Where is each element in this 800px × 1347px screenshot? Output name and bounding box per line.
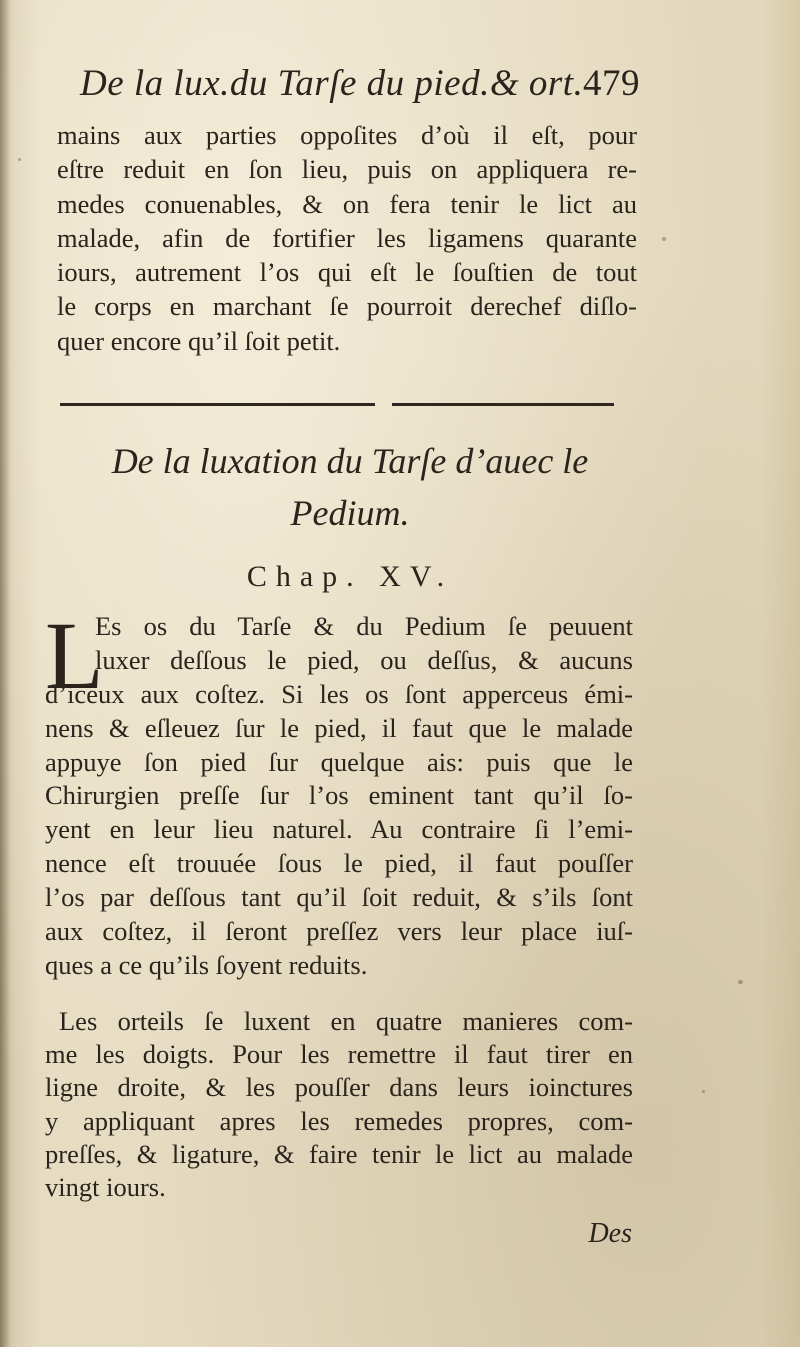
text-line: Chirurgien preſſe ſur l’os eminent tant qu’il ſo- bbox=[45, 780, 633, 811]
paper-speck bbox=[18, 158, 21, 161]
text-line: yent en leur lieu naturel. Au contraire ſi l’emi- bbox=[45, 814, 633, 845]
text-line: Es os du Tarſe & du Pedium ſe peuuent bbox=[95, 611, 633, 641]
page-number: 479 bbox=[583, 63, 640, 104]
text-line: ligne droite, & les pouſſer dans leurs ioinctures bbox=[45, 1072, 633, 1103]
catchword: Des bbox=[588, 1218, 632, 1249]
chapter-label: Chap. XV. bbox=[246, 560, 454, 593]
text-line: eſtre reduit en ſon lieu, puis on appliquera re- bbox=[57, 154, 637, 185]
text-line: ques a ce qu’ils ſoyent reduits. bbox=[45, 949, 368, 980]
text-line: nence eſt trouuée ſous le pied, il faut pouſſer bbox=[45, 848, 633, 879]
text-line: mains aux parties oppoſites d’où il eſt, pour bbox=[57, 120, 637, 150]
text-line: malade, afin de fortifier les ligamens quarante bbox=[57, 222, 637, 253]
running-head bbox=[80, 62, 640, 105]
text-line: medes conuenables, & on fera tenir le lict au bbox=[57, 188, 637, 219]
text-line: luxer deſſous le pied, ou deſſus, & aucuns bbox=[95, 644, 633, 675]
paper-speck bbox=[738, 980, 743, 984]
section-rule-right bbox=[392, 403, 614, 406]
running-head-title: De la lux.du Tarſe du pied.& ort. bbox=[80, 63, 584, 104]
text-line: preſſes, & ligature, & faire tenir le lict au malade bbox=[45, 1138, 633, 1169]
text-line: iours, autrement l’os qui eſt le ſouſtien de tout bbox=[57, 257, 637, 288]
text-line: appuye ſon pied ſur quelque ais: puis que le bbox=[45, 746, 633, 777]
paragraph-chapter-xv bbox=[45, 602, 633, 983]
section-rule-left bbox=[60, 403, 375, 406]
text-line: le corps en marchant ſe pourroit derechef diſlo- bbox=[57, 291, 637, 322]
paragraph-continuation bbox=[57, 118, 637, 358]
text-line: quer encore qu’il ſoit petit. bbox=[57, 325, 341, 356]
text-line: d’iceux aux coſtez. Si les os ſont apperceus émi- bbox=[45, 678, 633, 709]
text-line: y appliquant apres les remedes propres, com- bbox=[45, 1105, 633, 1136]
text-line: aux coſtez, il ſeront preſſez vers leur place iuſ- bbox=[45, 916, 633, 947]
paragraph-orteils bbox=[45, 1005, 633, 1204]
text-line: nens & eſleuez ſur le pied, il faut que le malade bbox=[45, 712, 633, 743]
binding-shadow bbox=[0, 0, 10, 1347]
paper-speck bbox=[702, 1090, 705, 1093]
text-line: Les orteils ſe luxent en quatre manieres com- bbox=[59, 1006, 633, 1036]
text-line: me les doigts. Pour les remettre il faut tirer en bbox=[45, 1039, 633, 1070]
section-heading-line-1: De la luxation du Tarſe d’auec le bbox=[111, 441, 589, 481]
text-line: l’os par deſſous tant qu’il ſoit reduit, & s’ils ſont bbox=[45, 882, 633, 913]
paper-speck bbox=[662, 237, 666, 241]
section-heading-line-2: Pedium. bbox=[290, 493, 410, 533]
drop-cap: L bbox=[45, 602, 104, 709]
text-line: vingt iours. bbox=[45, 1171, 166, 1202]
